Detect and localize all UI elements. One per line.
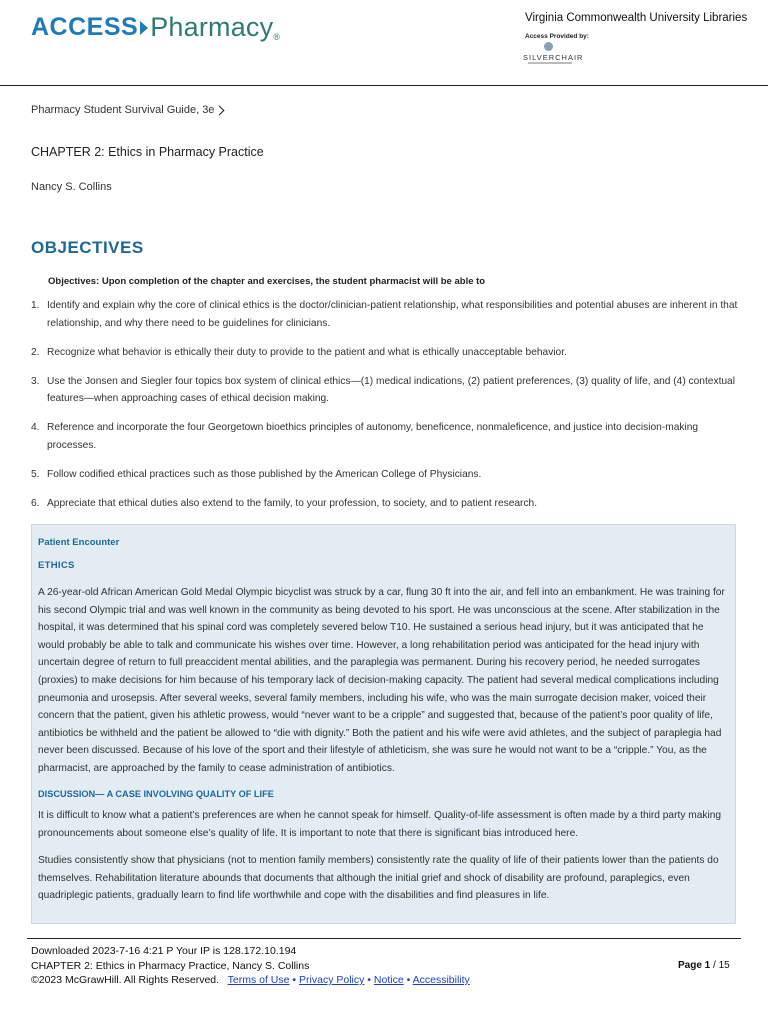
list-item: [31, 297, 743, 332]
list-item-text: Appreciate that ethical duties also extend to the family, to your profession, to society, and to patient research.: [47, 497, 538, 509]
logo-arrow-icon: [140, 21, 148, 35]
list-item-number: 5.: [31, 468, 40, 480]
citation: CHAPTER 2: Ethics in Pharmacy Practice, Nancy S. Collins: [31, 960, 310, 972]
list-item-number: 4.: [31, 422, 40, 433]
patient-encounter-label: Patient Encounter: [38, 537, 120, 548]
accesspharmacy-logo[interactable]: [31, 12, 280, 43]
list-item-text: Reference and incorporate the four Georgetown bioethics principles of autonomy, beneficence, nonmaleficence, and justice into decision-making processes.: [47, 422, 699, 451]
objectives-heading: OBJECTIVES: [31, 238, 144, 257]
site-header: [0, 0, 768, 86]
footer-separator: •: [406, 974, 411, 986]
list-item-number: 6.: [31, 497, 40, 509]
case-paragraph: A 26-year-old African American Gold Medal Olympic bicyclist was struck by a car, flung 30 ft into the air, and fell into an embankment. He was training for his second Olympic trial and was well known in the community as being devoted to his sport. He was unconscious at the scene. After stabilization in the hospital, it was determined that his spinal cord was completely severed below T10. He sustained a serious head injury, but it was anticipated that he would probably be able to talk and communicate his wishes over time. However, a long rehabilitation period was anticipated for the head injury with uncertain degree of return to full preaccident mental abilities, and the paraplegia was permanent. During his recovery period, he needed surrogates (proxies) to make decisions for him because of his temporary lack of decision-making capacity. The patient had several medical complications including pneumonia and urosepsis. After several weeks, several family members, including his wife, who was the main surrogate decision maker, voiced their concern that the patient, given his athletic prowess, would “never want to be a cripple” and suggested that, because of the patient’s poor quality of life, antibiotics be withheld and the patient be allowed to “die with dignity.” Both the patient and his wife were avid athletes, and the subject of paraplegia had never been discussed. Because of his love of the sport and their lifestyle of athleticism, she was sure he would not want to be a “cripple.” You, as the pharmacist, are approached by the family to cease administration of antibiotics.: [38, 587, 725, 774]
footer-legal: [31, 974, 470, 986]
logo-registered-mark: ®: [273, 31, 280, 42]
list-item-number: 1.: [31, 300, 40, 311]
privacy-policy-link[interactable]: Privacy Policy: [299, 974, 365, 986]
list-item-text: Recognize what behavior is ethically their duty to provide to the patient and what is ethically unacceptable behavior.: [47, 346, 567, 358]
access-provided-by: Access Provided by:: [525, 33, 589, 40]
breadcrumb-book[interactable]: Pharmacy Student Survival Guide, 3e: [31, 104, 215, 116]
footer-divider: [27, 938, 741, 939]
institution-name: Virginia Commonwealth University Libraries: [525, 12, 748, 24]
list-item: [31, 495, 743, 513]
list-item: [31, 419, 743, 454]
page-total: / 15: [713, 960, 730, 971]
terms-of-use-link[interactable]: Terms of Use: [227, 974, 290, 986]
silverchair-badge-icon: [544, 42, 553, 51]
page-number: Page 1: [678, 960, 711, 971]
list-item: [31, 373, 743, 408]
footer-separator: •: [292, 974, 297, 986]
list-item: [31, 466, 743, 484]
notice-link[interactable]: Notice: [373, 974, 404, 986]
objectives-list: [31, 297, 743, 524]
accessibility-link[interactable]: Accessibility: [412, 974, 470, 986]
chapter-title: CHAPTER 2: Ethics in Pharmacy Practice: [31, 145, 264, 159]
patient-encounter-box: [31, 524, 736, 924]
logo-access-text: ACCESS: [31, 13, 139, 41]
encounter-topic: ETHICS: [38, 560, 75, 571]
list-item-text: Follow codified ethical practices such as those published by the American College of Physicians.: [47, 468, 482, 480]
copyright: ©2023 McGrawHill. All Rights Reserved.: [31, 974, 220, 986]
list-item-number: 3.: [31, 375, 40, 387]
footer-separator: •: [367, 974, 371, 986]
discussion-paragraph-1: It is difficult to know what a patient’s preferences are when he cannot speak for himself. Quality-of-life assessment is often made by a third party making pronouncements about someone else’s quality of life. It is important to note that there is significant bias introduced here.: [38, 810, 722, 839]
logo-pharmacy-text: Pharmacy: [150, 12, 274, 42]
list-item: [31, 344, 743, 362]
discussion-heading: DISCUSSION— A CASE INVOLVING QUALITY OF LIFE: [38, 789, 274, 799]
objectives-intro: Objectives: Upon completion of the chapter and exercises, the student pharmacist will be able to: [48, 276, 486, 287]
list-item-number: 2.: [31, 346, 40, 358]
breadcrumb[interactable]: [31, 104, 223, 116]
silverchair-tagline-line: [528, 62, 572, 64]
author-name: Nancy S. Collins: [31, 181, 112, 193]
silverchair-logo: SILVERCHAIR: [523, 53, 584, 62]
list-item-text: Identify and explain why the core of clinical ethics is the doctor/clinician-patient relationship, what responsibilities and potential abuses are inherent in that relationship, and why there need to be guidelines for clinicians.: [47, 300, 738, 329]
list-item-text: Use the Jonsen and Siegler four topics box system of clinical ethics—(1) medical indications, (2) patient preferences, (3) quality of life, and (4) contextual features—when approaching cases of ethical decision making.: [47, 375, 735, 404]
chevron-right-icon: [215, 105, 225, 115]
download-info: Downloaded 2023-7-16 4:21 P Your IP is 128.172.10.194: [31, 945, 297, 957]
page-indicator: [678, 960, 730, 971]
discussion-paragraph-2: Studies consistently show that physicians (not to mention family members) consistently rate the quality of life of their patients lower than the patients do themselves. Rehabilitation literature abounds that documents that although the initial grief and shock of disability are profound, paraplegics, even quadriplegic patients, gradually learn to find life worthwhile and cope with the disabilities and find pleasures in life.: [38, 855, 719, 902]
